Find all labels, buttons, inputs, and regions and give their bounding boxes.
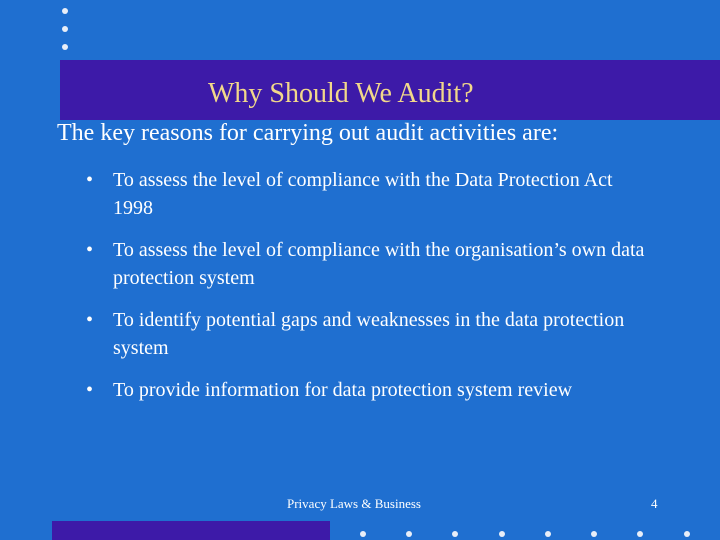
- decorative-dot: [591, 531, 597, 537]
- bullet-item: [86, 166, 653, 222]
- intro-text: The key reasons for carrying out audit activities are:: [57, 120, 559, 146]
- page-number: 4: [651, 496, 658, 511]
- bullet-item: [86, 236, 653, 292]
- bullet-text: To assess the level of compliance with the Data Protection Act 1998: [113, 169, 613, 219]
- bullet-marker: •: [86, 379, 94, 401]
- decorative-dot: [62, 8, 68, 14]
- decorative-dot: [684, 531, 690, 537]
- decorative-dot: [62, 44, 68, 50]
- decorative-dot: [360, 531, 366, 537]
- bullet-marker: •: [86, 169, 94, 191]
- decorative-dot: [406, 531, 412, 537]
- bullet-list: [86, 166, 653, 418]
- decorative-dot: [499, 531, 505, 537]
- bullet-text: To identify potential gaps and weaknesses in the data protection system: [113, 309, 625, 359]
- slide-title: Why Should We Audit?: [208, 78, 474, 109]
- bullet-text: To provide information for data protection system review: [113, 379, 573, 401]
- bullet-item: [86, 376, 653, 404]
- decorative-dot: [545, 531, 551, 537]
- bullet-marker: •: [86, 309, 94, 331]
- decorative-dot: [62, 26, 68, 32]
- footer-bar: [52, 521, 330, 540]
- decorative-dot: [637, 531, 643, 537]
- decorative-dot: [452, 531, 458, 537]
- bullet-item: [86, 306, 653, 362]
- bullet-text: To assess the level of compliance with the organisation’s own data protection system: [113, 239, 645, 289]
- bullet-marker: •: [86, 239, 94, 261]
- footer-text: Privacy Laws & Business: [287, 496, 421, 511]
